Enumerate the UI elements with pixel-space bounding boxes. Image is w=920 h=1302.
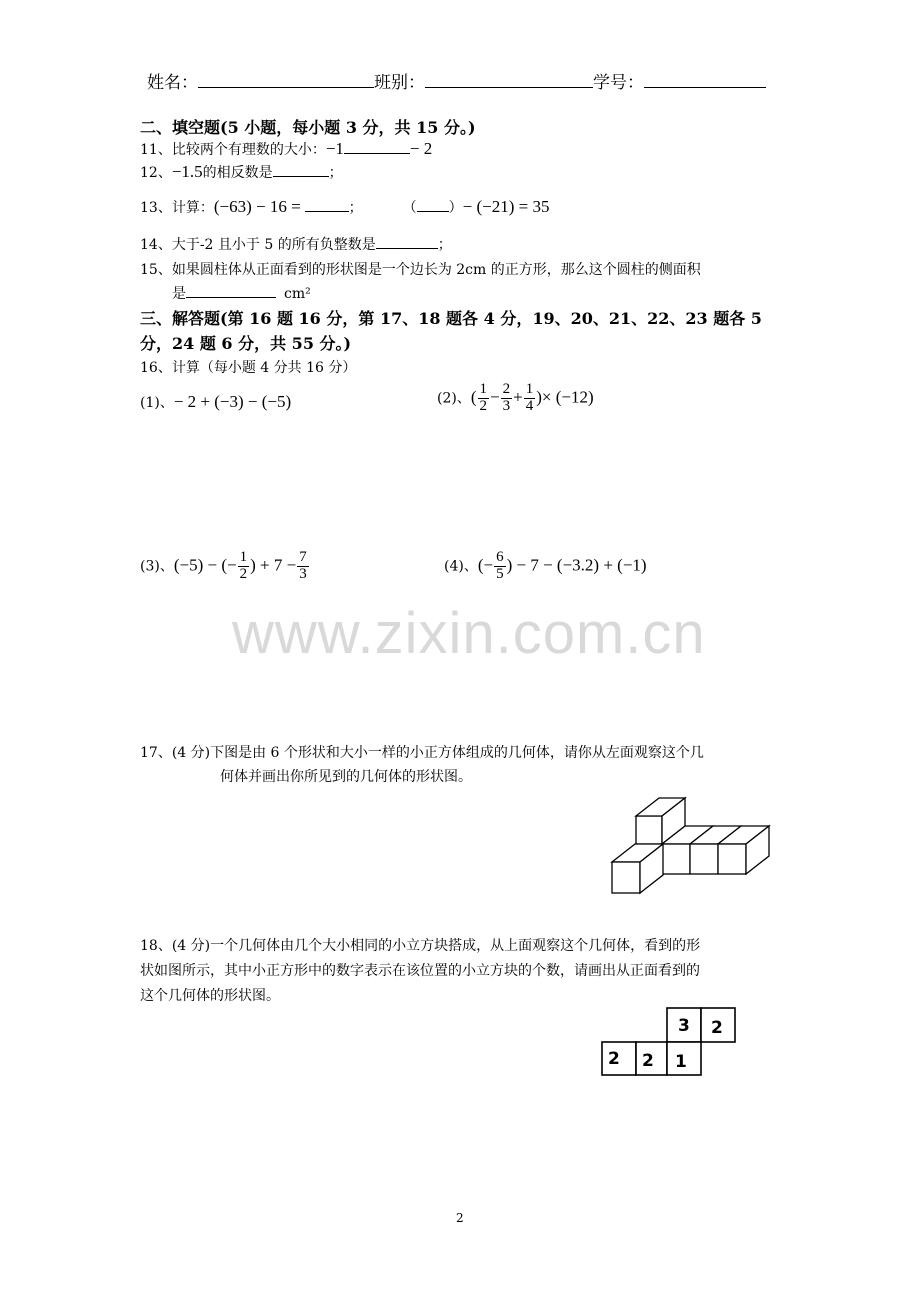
q15-blank[interactable]: [186, 283, 276, 298]
question-14: 14、大于-2 且小于 5 的所有负整数是 ；: [140, 234, 452, 254]
question-18-line-1: 18、(4 分)一个几何体由几个大小相同的小立方块搭成，从上面观察这个几何体，看到的形: [140, 938, 701, 954]
q13-blank-1[interactable]: [305, 197, 349, 212]
student-info-line: [147, 68, 766, 93]
q13-blank-2[interactable]: [417, 197, 449, 212]
q15-unit: cm²: [284, 286, 311, 302]
grid-num-top-2: 2: [711, 1018, 723, 1038]
id-label: 学号：: [593, 73, 644, 93]
question-18-line-3: 这个几何体的形状图。: [140, 988, 280, 1004]
q13-expr1: (−63) − 16 =: [213, 197, 301, 216]
q12-blank[interactable]: [273, 162, 329, 177]
cube-back-front-1: [662, 844, 690, 874]
q16-p4-frac: $\frac{6}{5}$: [496, 549, 504, 582]
q11-blank[interactable]: [344, 139, 410, 154]
question-15-line-2: 是 cm²: [172, 283, 311, 303]
question-17-line-1: 17、(4 分)下图是由 6 个形状和大小一样的小正方体组成的几何体，请你从左面观察这个几: [140, 745, 704, 761]
section-2-title: 二、填空题(5 小题，每小题 3 分，共 15 分。): [140, 118, 476, 137]
q16-part-2: (2)、( $\frac{1}{2}$ − $\frac{2}{3}$ + $\frac{1}{4}$ )× (−12): [437, 381, 594, 414]
q14-blank[interactable]: [376, 234, 438, 249]
q16-p2-frac-a: $\frac{1}{2}$: [479, 381, 488, 414]
q16-part-4: (4)、(− $\frac{6}{5}$ ) − 7 − (−3.2) + (−1): [444, 549, 647, 582]
question-13: 13、计算：(−63) − 16 = ； （ ）− (−21) = 35: [140, 197, 550, 216]
grid-num-bottom-1: 2: [608, 1049, 620, 1069]
class-label: 班别：: [374, 73, 425, 93]
q12-expr: −1.5: [171, 162, 203, 181]
grid-num-bottom-3: 1: [675, 1052, 687, 1072]
q16-p3-frac-1: $\frac{1}{2}$: [239, 549, 248, 582]
question-11: 11、比较两个有理数的大小：−1 − 2: [140, 139, 433, 158]
q13-expr2: − (−21) = 35: [462, 197, 550, 216]
cube-top-front: [636, 816, 662, 844]
class-blank[interactable]: [425, 73, 593, 88]
question-18-line-2: 状如图所示，其中小正方形中的数字表示在该位置的小立方块的个数，请画出从正面看到的: [140, 963, 700, 979]
question-15-line-1: 15、如果圆柱体从正面看到的形状图是一个边长为 2cm 的正方形，那么这个圆柱的侧面积: [140, 262, 701, 278]
q16-part-1: (1)、− 2 + (−3) − (−5): [140, 392, 292, 411]
cube-front-front: [612, 862, 640, 893]
name-blank[interactable]: [198, 73, 374, 88]
top-view-grid: [600, 1006, 740, 1078]
page-number: 2: [456, 1211, 464, 1225]
q16-p3-frac-2: $\frac{7}{3}$: [299, 549, 307, 582]
cube-back-front-3: [718, 844, 746, 874]
section-3-title-line-2: 分，24 题 6 分，共 55 分。): [140, 334, 352, 353]
cube-figure: [606, 796, 776, 898]
id-blank[interactable]: [644, 73, 766, 88]
q11-left: −1: [325, 139, 344, 158]
question-16-title: 16、计算（每小题 4 分共 16 分）: [140, 360, 357, 376]
question-17-line-2: 何体并画出你所见到的几何体的形状图。: [220, 769, 472, 785]
question-12: 12、−1.5的相反数是 ；: [140, 162, 343, 181]
q16-p2-frac-b: $\frac{2}{3}$: [502, 381, 511, 414]
q16-part-3: (3)、(−5) − (− $\frac{1}{2}$ ) + 7 − $\frac{7}{3}$: [140, 549, 307, 582]
q16-p1-expr: − 2 + (−3) − (−5): [173, 392, 292, 411]
cube-back-front-2: [690, 844, 718, 874]
grid-num-top-1: 3: [678, 1016, 690, 1036]
q16-p2-frac-c: $\frac{1}{4}$: [525, 381, 534, 414]
section-3-title-line-1: 三、解答题(第 16 题 16 分，第 17、18 题各 4 分，19、20、21、22、23 题各 5: [140, 309, 762, 328]
q11-right: − 2: [409, 139, 433, 158]
watermark: www.zixin.com.cn: [232, 601, 706, 666]
grid-num-bottom-2: 2: [642, 1051, 654, 1071]
name-label: 姓名：: [147, 73, 198, 93]
